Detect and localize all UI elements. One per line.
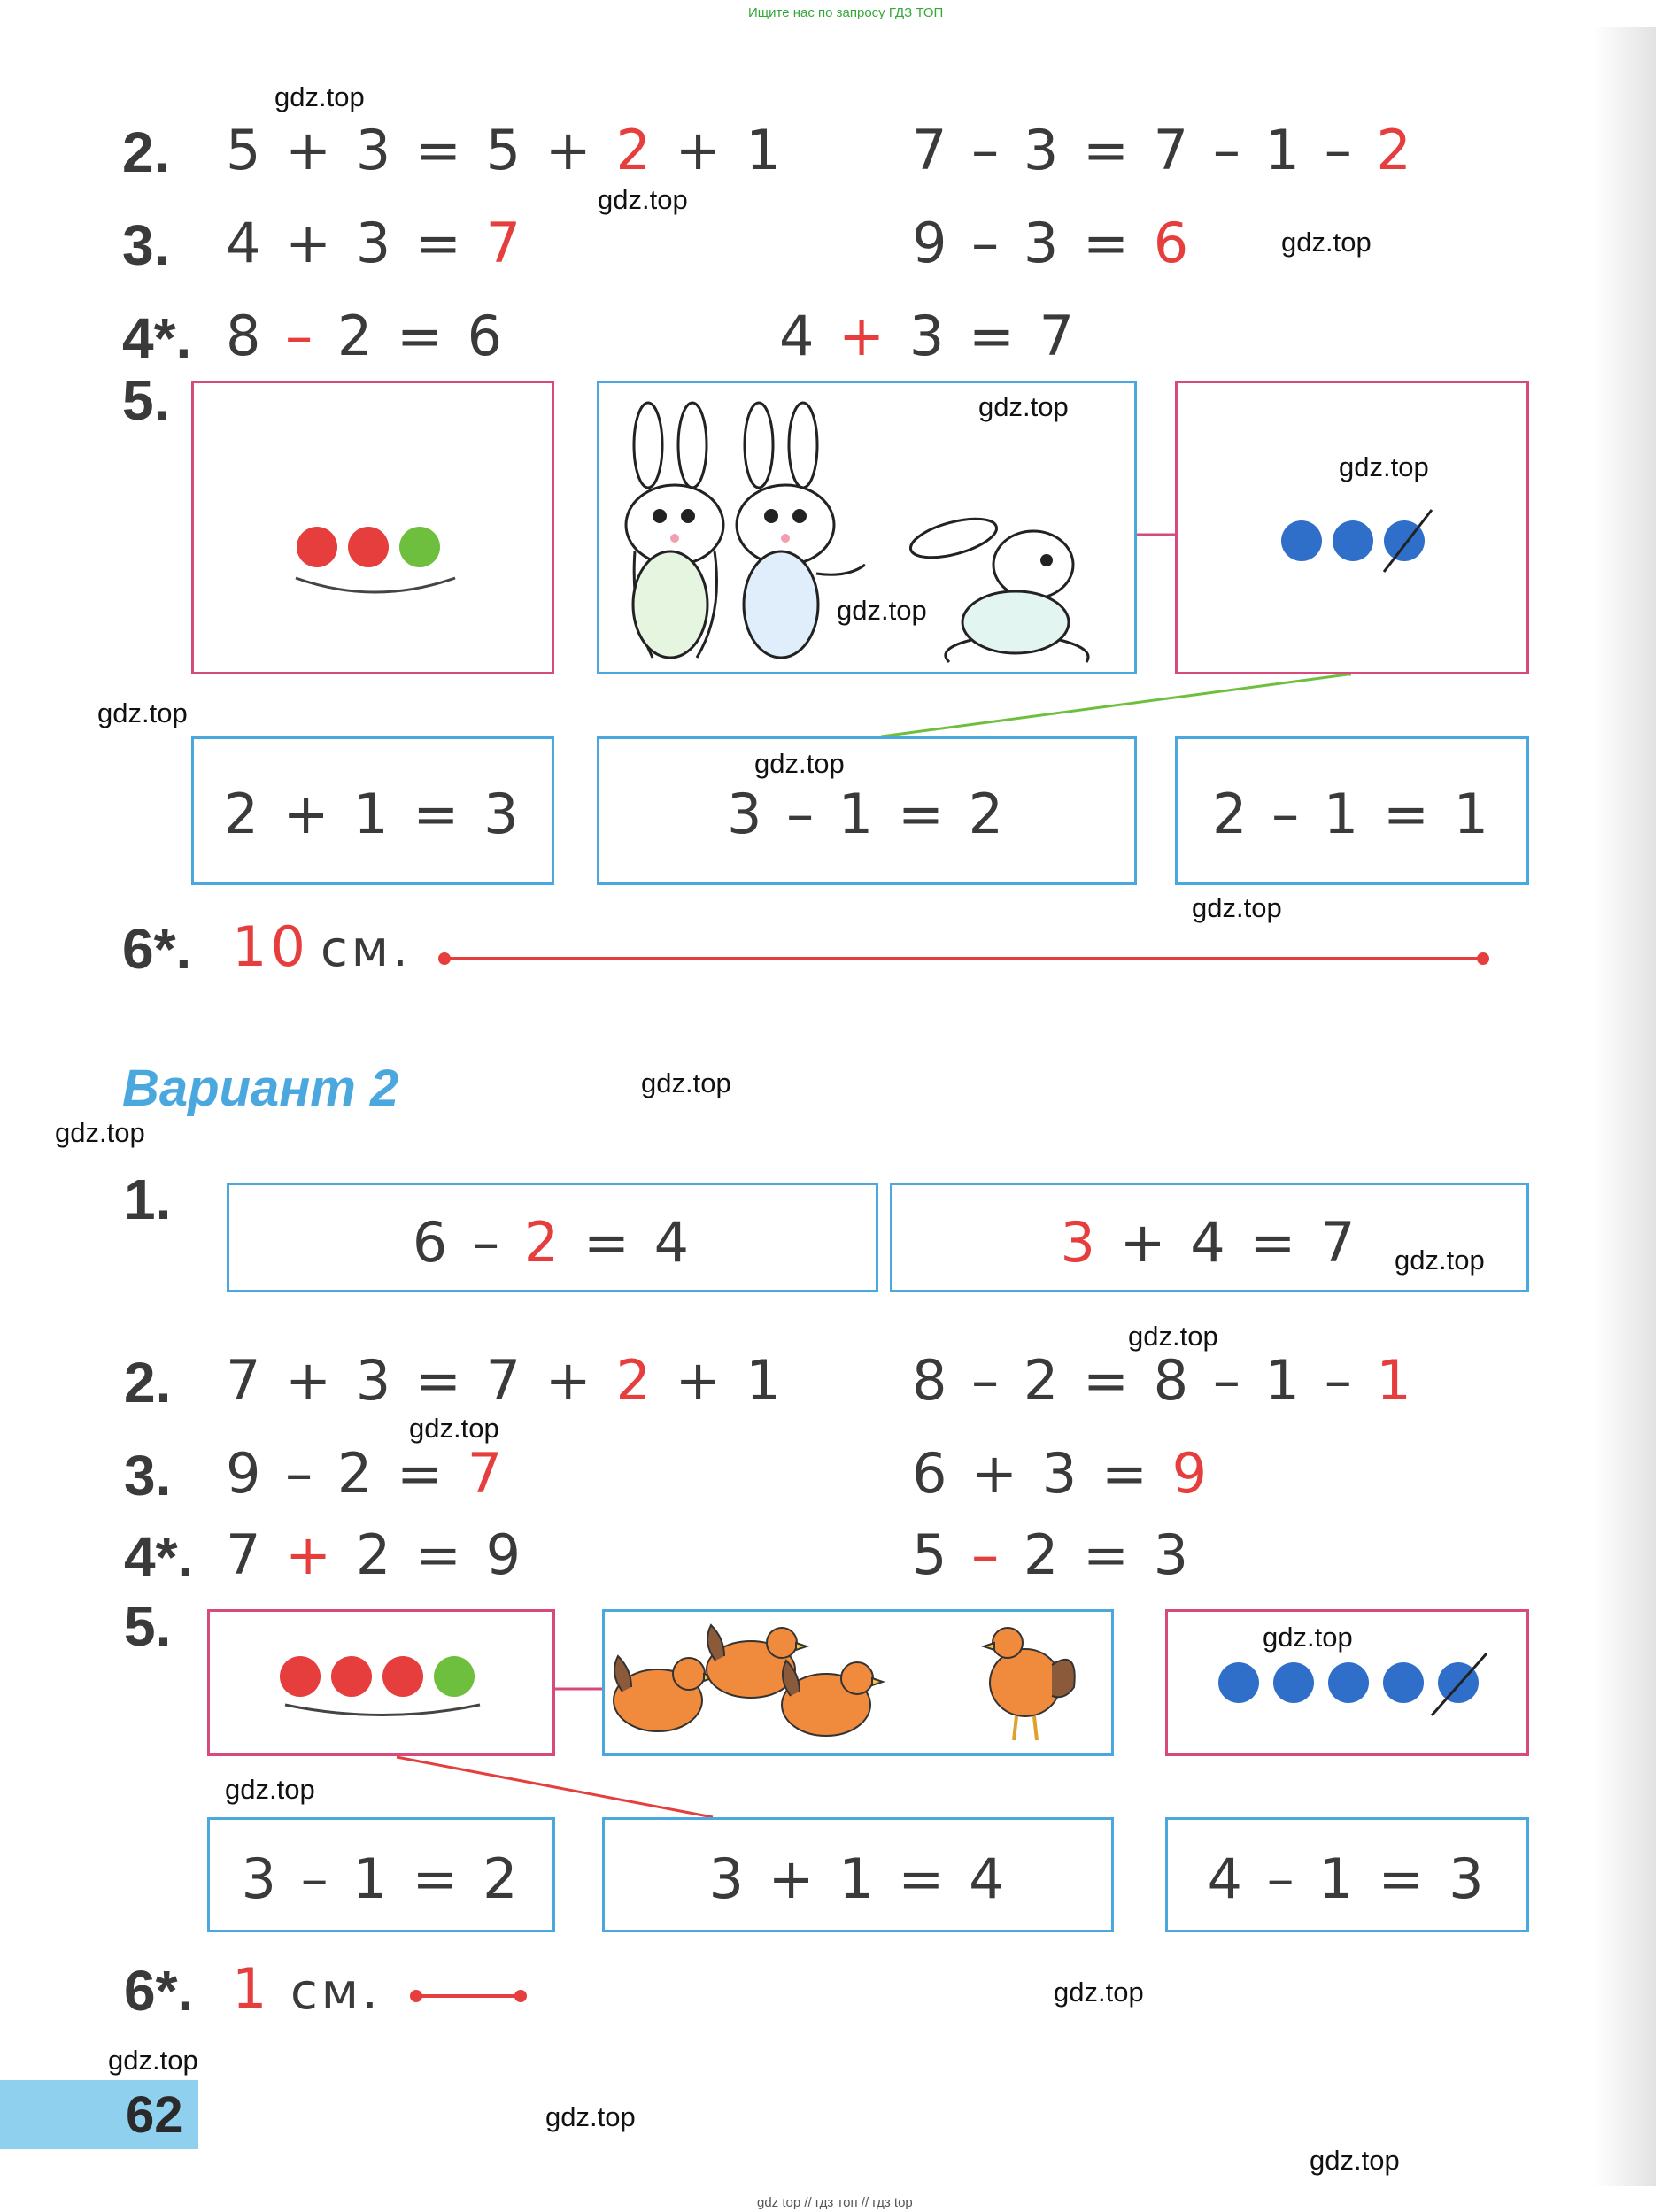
chicken-icon [984, 1628, 1075, 1740]
v2-segment-1cm [406, 1983, 538, 2009]
watermark: gdz.top [598, 184, 688, 215]
v2-q3-left-equation: 9 – 2 = 7 [226, 1441, 506, 1506]
chicken-icon [614, 1656, 715, 1731]
v2-q3-right-equation: 6 + 3 = 9 [912, 1441, 1211, 1506]
watermark: gdz.top [754, 748, 845, 779]
watermark: gdz.top [274, 81, 365, 112]
equation-text: 3 + 1 = 4 [708, 1846, 1008, 1911]
v2-equation-box-1 [207, 1817, 555, 1932]
v1-segment-10cm [434, 945, 1496, 972]
blue-dot [1328, 1662, 1369, 1703]
watermark: gdz.top [978, 391, 1069, 422]
v1-q6-number: 6*. [122, 917, 192, 981]
v2-q2-left-equation: 7 + 3 = 7 + 2 + 1 [226, 1348, 784, 1413]
v2-equation-box-2 [602, 1817, 1114, 1932]
blue-dot [1218, 1662, 1259, 1703]
chickens-illustration [605, 1612, 1111, 1753]
grouping-arc [281, 1700, 484, 1727]
v2-q4-left-equation: 7 + 2 = 9 [226, 1522, 525, 1587]
watermark: gdz.top [1263, 1622, 1353, 1653]
watermark: gdz.top [1192, 892, 1282, 923]
watermark: gdz.top [1128, 1321, 1218, 1352]
cross-out-stroke [1377, 505, 1439, 576]
equation-text: 2 + 1 = 3 [223, 782, 522, 846]
v1-equation-box-3 [1175, 736, 1529, 885]
equation-text: 4 – 1 = 3 [1207, 1846, 1487, 1911]
watermark: gdz.top [409, 1413, 499, 1444]
v2-q6-length: 1 [232, 1956, 271, 2021]
v2-q6-unit: см. [290, 1963, 382, 2021]
v1-q3-right-equation: 9 – 3 = 6 [912, 211, 1193, 275]
v2-q1-number: 1. [124, 1168, 172, 1231]
equation-text: 2 – 1 = 1 [1211, 782, 1493, 846]
v1-q4-right-equation: 4 + 3 = 7 [779, 304, 1078, 368]
variant2-heading: Вариант 2 [122, 1060, 399, 1117]
page-number: 62 [126, 2086, 183, 2144]
v1-q4-number: 4*. [122, 306, 192, 370]
v2-q4-number: 4*. [124, 1525, 194, 1589]
page-number-tab [0, 2080, 198, 2149]
v2-q1-box-1 [227, 1183, 878, 1292]
watermark: gdz.top [837, 595, 927, 626]
v2-connector-red [397, 1757, 713, 1817]
red-dot [280, 1656, 321, 1697]
chicken-icon [782, 1661, 883, 1736]
watermark: gdz.top [1281, 227, 1372, 258]
v1-q2-right-equation: 7 – 3 = 7 – 1 – 2 [912, 118, 1415, 182]
v1-q3-left-equation: 4 + 3 = 7 [226, 211, 525, 275]
equation-text: 3 + 4 = 7 [1060, 1210, 1359, 1275]
cross-out-stroke [1425, 1649, 1495, 1720]
rabbits-illustration [599, 383, 1134, 672]
watermark: gdz.top [225, 1774, 315, 1805]
v2-chickens-picture-box [602, 1609, 1114, 1756]
green-dot [399, 527, 440, 567]
red-dot [382, 1656, 423, 1697]
v1-equation-box-2 [597, 736, 1137, 885]
v1-dots-box-right [1175, 381, 1529, 674]
v1-q4-left-equation: 8 – 2 = 6 [226, 304, 506, 368]
v1-dots-box-left [191, 381, 554, 674]
watermark: gdz.top [641, 1067, 731, 1098]
v2-dots-box-left [207, 1609, 555, 1756]
v1-equation-box-1 [191, 736, 554, 885]
v1-q2-number: 2. [122, 120, 170, 184]
v2-q6-number: 6*. [124, 1959, 194, 2023]
rabbit-icon [626, 403, 723, 658]
v1-q5-number: 5. [122, 368, 170, 432]
red-dot [348, 527, 389, 567]
blue-dot [1383, 1662, 1424, 1703]
footer-note: gdz top // гдз топ // гдз top [757, 2195, 913, 2210]
equation-text: 3 – 1 = 2 [241, 1846, 522, 1911]
watermark: gdz.top [1054, 1977, 1144, 2008]
watermark: gdz.top [55, 1117, 145, 1148]
v1-connector-green [881, 674, 1348, 736]
watermark: gdz.top [1339, 451, 1429, 482]
running-rabbit-icon [907, 512, 1088, 662]
watermark: gdz.top [97, 698, 188, 728]
v2-q2-number: 2. [124, 1351, 172, 1414]
blue-dot [1273, 1662, 1314, 1703]
blue-dot [1281, 520, 1322, 561]
red-dot [331, 1656, 372, 1697]
blue-dot [1333, 520, 1373, 561]
v1-q6-length: 10 [232, 914, 309, 979]
v2-q3-number: 3. [124, 1444, 172, 1507]
v2-q2-right-equation: 8 – 2 = 8 – 1 – 1 [912, 1348, 1415, 1413]
watermark: gdz.top [1395, 1245, 1485, 1276]
v2-equation-box-3 [1165, 1817, 1529, 1932]
header-note: Ищите нас по запросу ГДЗ ТОП [748, 5, 944, 20]
v1-q2-left-equation: 5 + 3 = 5 + 2 + 1 [226, 118, 784, 182]
equation-text: 3 – 1 = 2 [726, 782, 1008, 846]
watermark: gdz.top [1310, 2145, 1400, 2176]
v1-rabbits-picture-box [597, 381, 1137, 674]
v1-q3-number: 3. [122, 213, 170, 277]
watermark: gdz.top [108, 2045, 198, 2076]
green-dot [434, 1656, 475, 1697]
v2-q5-number: 5. [124, 1594, 172, 1658]
equation-text: 6 – 2 = 4 [412, 1210, 693, 1275]
watermark: gdz.top [545, 2101, 636, 2132]
v1-q6-unit: см. [321, 921, 412, 978]
red-dot [297, 527, 337, 567]
v2-q4-right-equation: 5 – 2 = 3 [912, 1522, 1193, 1587]
grouping-arc [291, 571, 460, 606]
